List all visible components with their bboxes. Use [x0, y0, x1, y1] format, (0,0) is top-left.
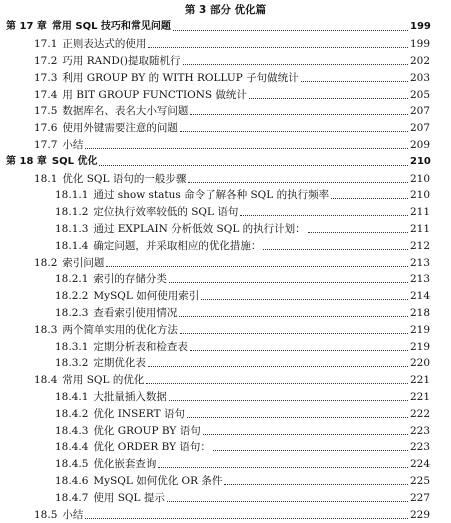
entry-title: 优化 ORDER BY 语句： [93, 441, 211, 454]
entry-page: 209 [410, 138, 431, 151]
dot-leader [201, 299, 408, 300]
entry-title: 定期优化表 [93, 357, 146, 370]
dot-leader [301, 81, 408, 82]
entry-number: 18.4 [34, 374, 58, 387]
toc-entry-section[interactable] [0, 120, 451, 137]
entry-title: 巧用 RAND()提取随机行 [62, 54, 181, 67]
entry-number: 18.2.1 [55, 273, 89, 286]
entry-title: 定期分析表和检查表 [93, 340, 188, 353]
toc-entry-subsection[interactable] [0, 439, 451, 456]
dot-leader [187, 417, 408, 418]
toc-entry-chapter[interactable] [0, 19, 451, 36]
toc-entry-section[interactable] [0, 36, 451, 53]
dot-leader [224, 484, 408, 485]
entry-page: 220 [410, 357, 431, 370]
toc-entry-subsection[interactable] [0, 473, 451, 490]
dot-leader [249, 98, 408, 99]
dot-leader [190, 350, 408, 351]
entry-title: 常用 SQL 的优化 [62, 374, 145, 387]
entry-page: 221 [410, 390, 431, 403]
entry-number: 18.4.7 [55, 491, 89, 504]
dot-leader [188, 182, 408, 183]
entry-page: 207 [410, 105, 431, 118]
entry-title: MySQL 如何使用索引 [93, 290, 200, 303]
dot-leader [190, 114, 408, 115]
entry-number: 18.1.3 [55, 222, 89, 235]
entry-title: 优化 SQL 语句的一般步骤 [62, 172, 187, 185]
entry-number: 18.3.1 [55, 340, 89, 353]
entry-title: 查看索引使用情况 [93, 306, 178, 319]
toc-entry-section[interactable] [0, 53, 451, 70]
entry-number: 第 17 章 [6, 21, 47, 33]
entry-title: 使用外键需要注意的问题 [62, 122, 178, 135]
toc-entry-section[interactable] [0, 170, 451, 187]
dot-leader [183, 64, 408, 65]
toc-entry-subsection[interactable] [0, 221, 451, 238]
entry-number: 18.1.2 [55, 206, 89, 219]
entry-page: 202 [410, 54, 431, 67]
dot-leader [308, 232, 408, 233]
entry-number: 18.3 [34, 323, 58, 336]
toc-entry-section[interactable] [0, 69, 451, 86]
entry-page: 224 [410, 458, 431, 471]
dot-leader [180, 131, 408, 132]
entry-page: 219 [410, 323, 431, 336]
dot-leader [169, 282, 408, 283]
entry-page: 219 [410, 340, 431, 353]
entry-title: 索引的存储分类 [93, 273, 167, 286]
entry-page: 210 [410, 155, 431, 167]
entry-number: 18.3.2 [55, 357, 89, 370]
entry-title: 优化 GROUP BY 语句 [93, 424, 201, 437]
entry-page: 210 [410, 172, 431, 185]
toc-entry-section[interactable] [0, 137, 451, 154]
toc-entry-subsection[interactable] [0, 187, 451, 204]
dot-leader [179, 316, 408, 317]
entry-number: 18.5 [34, 508, 58, 521]
entry-title: 索引问题 [62, 256, 105, 269]
dot-leader [148, 366, 408, 367]
entry-page: 211 [410, 206, 431, 219]
entry-page: 218 [410, 306, 431, 319]
entry-page: 210 [410, 189, 431, 202]
part-title: 第 3 部分 优化篇 [184, 4, 267, 16]
toc-entry-section[interactable] [0, 506, 451, 523]
entry-number: 17.7 [34, 138, 58, 151]
dot-leader [158, 467, 408, 468]
dot-leader [180, 333, 408, 334]
entry-title: 小结 [62, 508, 84, 521]
dot-leader [203, 434, 408, 435]
dot-leader [85, 518, 408, 519]
entry-title: 正则表达式的使用 [62, 38, 147, 51]
entry-number: 17.4 [34, 88, 58, 101]
dot-leader [85, 148, 408, 149]
entry-page: 211 [410, 222, 431, 235]
entry-number: 第 18 章 [6, 155, 47, 167]
entry-title: 小结 [62, 138, 84, 151]
dot-leader [99, 165, 408, 166]
dot-leader [106, 266, 408, 267]
entry-title: 用 BIT GROUP FUNCTIONS 做统计 [62, 88, 247, 101]
entry-title: 确定问题，并采取相应的优化措施： [93, 239, 262, 252]
toc-entry-section[interactable] [0, 372, 451, 389]
entry-page: 223 [410, 424, 431, 437]
dot-leader [146, 383, 408, 384]
toc-entry-section[interactable] [0, 254, 451, 271]
toc-entry-section[interactable] [0, 86, 451, 103]
entry-number: 18.4.4 [55, 441, 89, 454]
entry-page: 227 [410, 491, 431, 504]
entry-page: 212 [410, 239, 431, 252]
entry-number: 17.6 [34, 122, 58, 135]
entry-title: 通过 EXPLAIN 分析低效 SQL 的执行计划： [93, 222, 306, 235]
entry-number: 17.1 [34, 38, 58, 51]
toc-entry-subsection[interactable] [0, 288, 451, 305]
entry-page: 213 [410, 273, 431, 286]
entry-page: 199 [410, 21, 431, 33]
dot-leader [263, 249, 408, 250]
entry-number: 18.4.1 [55, 390, 89, 403]
toc-entry-subsection[interactable] [0, 338, 451, 355]
entry-number: 18.1 [34, 172, 58, 185]
entry-page: 203 [410, 71, 431, 84]
entry-page: 229 [410, 508, 431, 521]
entry-page: 222 [410, 407, 431, 420]
toc-entry-subsection[interactable] [0, 405, 451, 422]
entry-number: 17.5 [34, 105, 58, 118]
entry-number: 18.2.3 [55, 306, 89, 319]
entry-number: 18.4.2 [55, 407, 89, 420]
toc-entry-subsection[interactable] [0, 204, 451, 221]
entry-page: 225 [410, 474, 431, 487]
entry-number: 18.4.5 [55, 458, 89, 471]
toc-entry-section[interactable] [0, 321, 451, 338]
entry-page: 207 [410, 122, 431, 135]
toc-entry-subsection[interactable] [0, 389, 451, 406]
toc-entry-chapter[interactable] [0, 153, 451, 170]
entry-title: 使用 SQL 提示 [93, 491, 165, 504]
toc-entry-subsection[interactable] [0, 422, 451, 439]
dot-leader [169, 400, 408, 401]
dot-leader [173, 30, 408, 31]
entry-title: 常用 SQL 技巧和常见问题 [51, 21, 171, 33]
dot-leader [148, 47, 408, 48]
entry-number: 18.4.6 [55, 474, 89, 487]
entry-page: 214 [410, 290, 431, 303]
dot-leader [213, 450, 408, 451]
entry-number: 18.4.3 [55, 424, 89, 437]
toc-entry-subsection[interactable] [0, 271, 451, 288]
toc-entry-section[interactable] [0, 103, 451, 120]
entry-title: 两个简单实用的优化方法 [62, 323, 178, 336]
toc-entry-subsection[interactable] [0, 305, 451, 322]
dot-leader [240, 215, 408, 216]
toc-entry-subsection[interactable] [0, 489, 451, 506]
entry-title: 定位执行效率较低的 SQL 语句 [93, 206, 239, 219]
entry-title: MySQL 如何优化 OR 条件 [93, 474, 223, 487]
entry-title: 通过 show status 命令了解各种 SQL 的执行频率 [93, 189, 330, 202]
entry-page: 223 [410, 441, 431, 454]
dot-leader [167, 501, 408, 502]
entry-number: 18.1.1 [55, 189, 89, 202]
entry-number: 18.1.4 [55, 239, 89, 252]
entry-title: 利用 GROUP BY 的 WITH ROLLUP 子句做统计 [62, 71, 299, 84]
toc-list [0, 19, 451, 523]
entry-title: 数据库名、表名大小写问题 [62, 105, 189, 118]
dot-leader [331, 198, 408, 199]
entry-number: 18.2 [34, 256, 58, 269]
entry-page: 205 [410, 88, 431, 101]
entry-title: 大批量插入数据 [93, 390, 167, 403]
entry-page: 199 [410, 38, 431, 51]
toc-entry-subsection[interactable] [0, 355, 451, 372]
entry-number: 17.3 [34, 71, 58, 84]
entry-title: 优化嵌套查询 [93, 458, 157, 471]
entry-page: 221 [410, 374, 431, 387]
entry-page: 213 [410, 256, 431, 269]
entry-number: 18.2.2 [55, 290, 89, 303]
toc-entry-subsection[interactable] [0, 237, 451, 254]
entry-title: 优化 INSERT 语句 [93, 407, 185, 420]
toc-entry-subsection[interactable] [0, 456, 451, 473]
entry-title: SQL 优化 [51, 155, 98, 167]
entry-number: 17.2 [34, 54, 58, 67]
